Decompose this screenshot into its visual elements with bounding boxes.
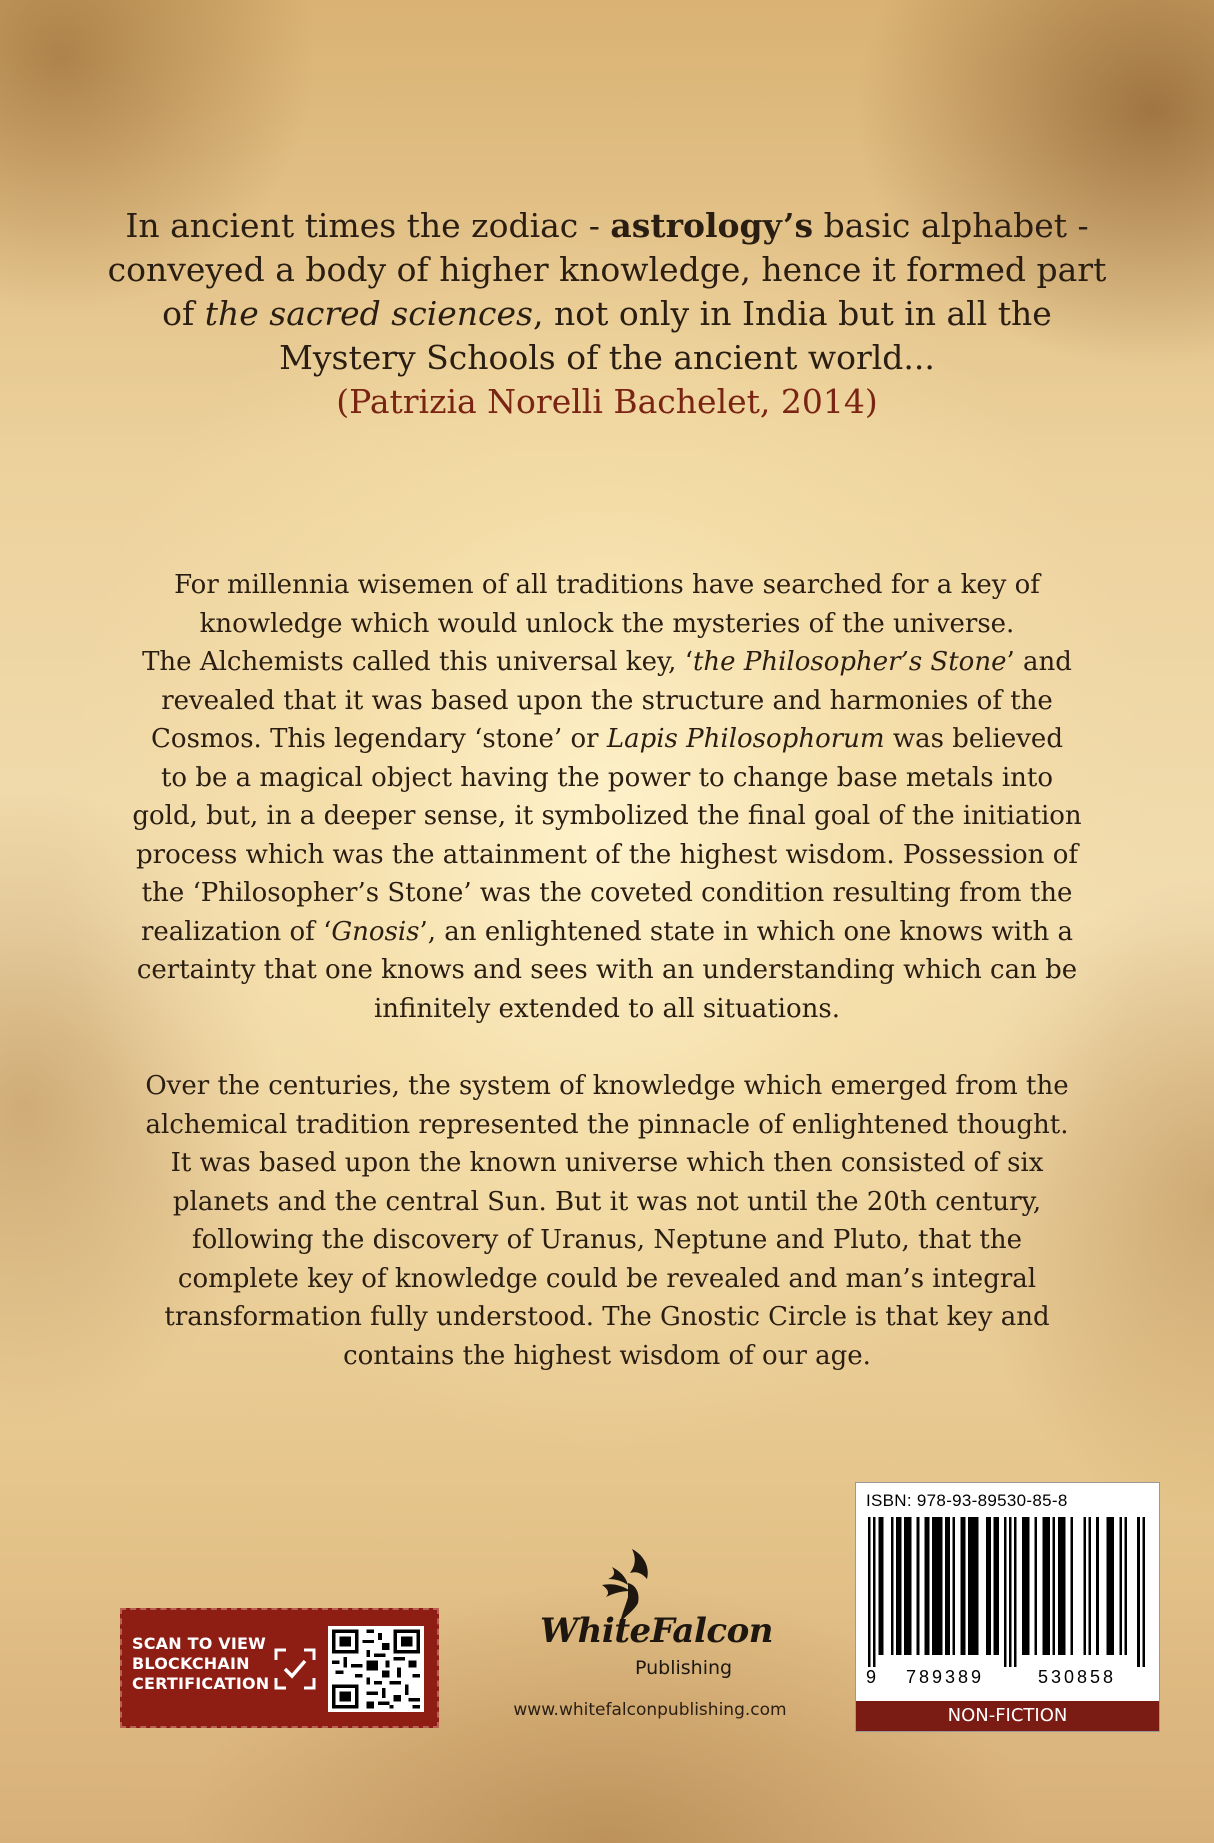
barcode-bar [994,1517,997,1655]
publisher-logo [530,1545,773,1715]
barcode-bar [1096,1517,1099,1655]
quote-line: In ancient times the zodiac - astrology’s basic alphabet - [125,206,1089,245]
barcode-bar [945,1517,948,1655]
barcode-bar [1089,1517,1092,1655]
barcode-bar [953,1517,956,1655]
barcode-bar [1042,1517,1045,1655]
barcode-bar [904,1517,907,1655]
para-line: The Alchemists called this universal key, ‘the Philosopher’s Stone’ and [142,647,1072,677]
barcode-digits-left: 789389 [906,1667,985,1687]
barcode-bar [1119,1517,1122,1655]
barcode-bar [1024,1517,1027,1655]
barcode-bar [1071,1517,1074,1655]
barcode-bar [1058,1517,1061,1655]
para-line: process which was the attainment of the highest wisdom. Possession of [136,839,1078,870]
barcode-bar [1004,1517,1007,1667]
para-line: the ‘Philosopher’s Stone’ was the coveted condition resulting from the [141,878,1073,908]
para-line: planets and the central Sun. But it was not until the 20th century, [172,1186,1042,1217]
barcode-bar [1047,1517,1050,1655]
barcode-bar [968,1517,971,1655]
barcode-bar [963,1517,966,1655]
epigraph-quote [60,204,1154,424]
barcode-bar [891,1517,894,1655]
para-line: For millennia wisemen of all traditions have searched for a key of [174,570,1040,600]
para-line: Cosmos. This legendary ‘stone’ or Lapis Philosophorum was believed [151,724,1063,754]
barcode-bar [1014,1517,1017,1667]
para-line: knowledge which would unlock the mysteries of the universe. [199,608,1015,639]
barcode-bar [1083,1517,1086,1655]
barcode-bar [881,1517,884,1655]
barcode-bar [927,1517,930,1655]
barcode-bar [1060,1517,1063,1655]
para-line: gold, but, in a deeper sense, it symbolized the final goal of the initiation [132,801,1082,831]
barcode-bar [1009,1517,1012,1667]
barcode-bar [878,1517,881,1655]
barcode-bar [868,1517,871,1667]
barcode-digits-right: 530858 [1038,1667,1117,1687]
barcode-digit-first: 9 [866,1667,877,1687]
barcode-bar [1035,1517,1038,1655]
barcode-bar [1106,1517,1109,1655]
qr-code[interactable] [328,1626,424,1712]
para-line: infinitely extended to all situations. [373,993,841,1024]
barcode-bar [986,1517,989,1655]
barcode-bar [960,1517,963,1655]
barcode-digits [866,1667,1151,1689]
barcode-bar [924,1517,927,1655]
barcode-bar [909,1517,912,1655]
barcode-bar [976,1517,979,1655]
publisher-subtitle: Publishing [635,1657,733,1679]
barcode-bar [973,1517,976,1655]
quote-attribution: (Patrizia Norelli Bachelet, 2014) [336,382,878,421]
barcode-bar [1124,1517,1127,1655]
barcode-bar [873,1517,876,1667]
publisher-name: WhiteFalcon [540,1611,773,1651]
para-line: realization of ‘Gnosis’, an enlightened state in which one knows with a [140,916,1074,947]
barcode-bar [1053,1517,1056,1655]
barcode-bar [896,1517,899,1655]
para-line: alchemical tradition represented the pinnacle of enlightened thought. [145,1109,1069,1140]
isbn-barcode-block [855,1482,1160,1732]
barcode-bar [906,1517,909,1655]
barcode-bar [1045,1517,1048,1655]
para-line: It was based upon the known universe which then consisted of six [170,1148,1044,1178]
barcode-bar [935,1517,938,1655]
barcode-bar [937,1517,940,1655]
quote-line: conveyed a body of higher knowledge, hence it formed part [107,250,1107,289]
barcode-bar [947,1517,950,1655]
isbn-label: ISBN: 978-93-89530-85-8 [866,1491,1068,1510]
blurb-paragraph-1 [60,566,1154,1028]
barcode-bar [1137,1517,1140,1667]
certification-label: SCAN TO VIEW BLOCKCHAIN CERTIFICATION [132,1634,270,1693]
barcode-bar [940,1517,943,1655]
barcode-bar [1109,1517,1112,1655]
para-line: revealed that it was based upon the structure and harmonies of the [161,685,1053,716]
quote-line: Mystery Schools of the ancient world... [279,338,935,377]
quote-line: of the sacred sciences, not only in India but in all the [162,294,1052,333]
genre-label: NON-FICTION [856,1701,1159,1731]
barcode-bar [1027,1517,1030,1655]
para-line: to be a magical object having the power to change base metals into [160,762,1053,793]
barcode-bar [932,1517,935,1655]
para-line: contains the highest wisdom of our age. [343,1340,871,1371]
para-line: following the discovery of Uranus, Neptune and Pluto, that the [191,1225,1023,1255]
barcode-bar [996,1517,999,1655]
barcode-bar [1112,1517,1115,1655]
para-line: Over the centuries, the system of knowledge which emerged from the [145,1071,1069,1101]
para-line: complete key of knowledge could be revealed and man’s integral [177,1263,1037,1294]
barcode-bars [868,1517,1148,1667]
para-line: certainty that one knows and sees with an understanding which can be [136,955,1078,985]
barcode-bar [1142,1517,1145,1667]
barcode-bar [917,1517,920,1655]
para-line: transformation fully understood. The Gnostic Circle is that key and [164,1302,1050,1332]
barcode-bar [971,1517,974,1655]
publisher-website-link[interactable]: www.whitefalconpublishing.com [513,1700,787,1720]
barcode-bar [1063,1517,1066,1655]
blockchain-certification-badge[interactable] [120,1608,439,1728]
blurb-paragraph-2 [60,1067,1154,1375]
barcode-bar [989,1517,992,1655]
barcode-bar [899,1517,902,1655]
barcode-bar [1022,1517,1025,1655]
scan-verify-icon [274,1648,316,1690]
